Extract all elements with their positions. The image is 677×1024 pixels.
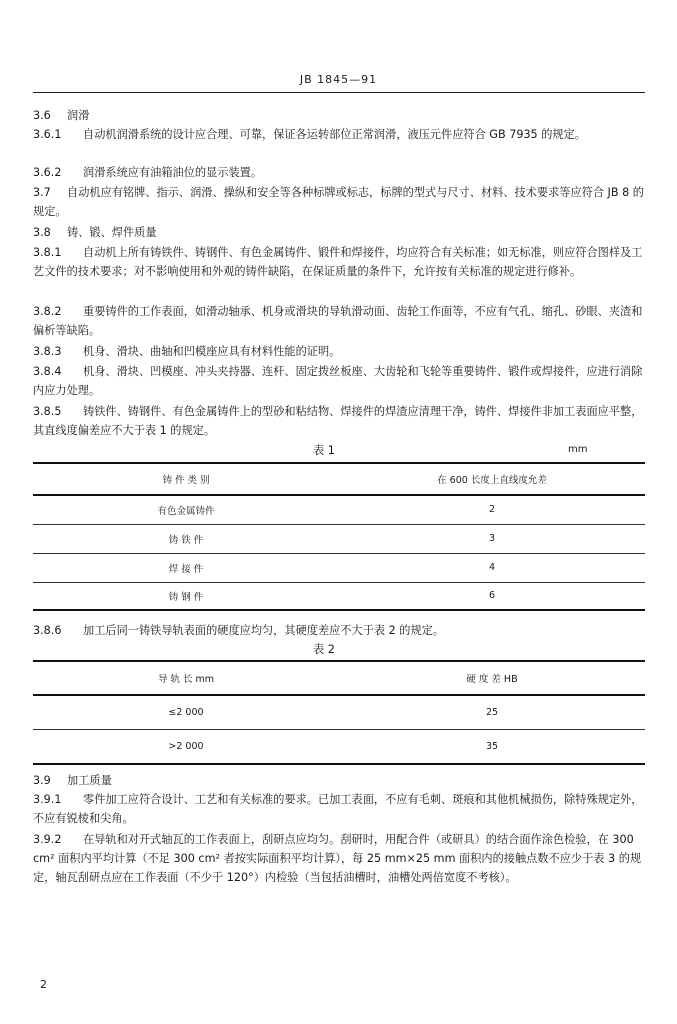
table-cell: 铸 钢 件 — [168, 591, 204, 603]
clause-text: 润滑 — [67, 109, 90, 122]
clause-text: 在导轨和对开式轴瓦的工作表面上，刮研点应均匀。刮研时，用配合件（或研具）的结合面作涂色检验，在 300 cm² 面积内平均计算（不足 300 cm² 者按实际面积平均计算），每 25 mm×25 mm 面积内的接触点数不应少于表 3 的规定，轴瓦刮研点应在工作表面（不少于 120°）内检验（当包括油槽时，油槽处两倍宽度不考核）。 — [33, 833, 642, 884]
clause-3-7 — [33, 183, 645, 221]
clause-3-8-4 — [33, 362, 645, 400]
table-cell: 有色金属铸件 — [157, 505, 215, 517]
table-cell: 35 — [485, 740, 499, 752]
clause-number: 3.8.5 — [33, 405, 62, 418]
table1 — [33, 462, 645, 611]
clause-number: 3.8.1 — [33, 246, 62, 259]
clause-number: 3.8.6 — [33, 624, 62, 637]
clause-number: 3.9.2 — [33, 833, 62, 846]
clause-3-8-3 — [33, 342, 645, 361]
clause-text: 机身、滑块、曲轴和凹模座应具有材料性能的证明。 — [83, 345, 341, 358]
table1-header-tolerance: 在 600 长度上直线度允差 — [437, 475, 547, 486]
table-cell: 25 — [485, 706, 499, 718]
clause-3-6 — [33, 106, 645, 125]
table-row — [33, 729, 645, 764]
table-row — [33, 695, 645, 729]
table1-unit: mm — [568, 444, 588, 455]
table2-header-hardness: 硬 度 差 HB — [466, 674, 518, 685]
table-cell: 6 — [488, 590, 496, 602]
clause-number: 3.8.4 — [33, 365, 62, 378]
clause-text: 铸铁件、铸钢件、有色金属铸件上的型砂和粘结物、焊接件的焊渣应清理干净，铸件、焊接件非加工表面应平整，其直线度偏差应不大于表 1 的规定。 — [33, 405, 643, 437]
table1-header-category: 铸 件 类 别 — [162, 475, 210, 486]
clause-text: 加工质量 — [67, 774, 112, 787]
header-rule — [33, 92, 645, 93]
clause-3-8-5 — [33, 402, 645, 440]
clause-3-9-1 — [33, 790, 645, 828]
table-cell: 3 — [488, 533, 496, 544]
table-header-row — [33, 661, 645, 695]
clause-number: 3.7 — [33, 186, 51, 199]
clause-number: 3.9.1 — [33, 793, 62, 806]
table-cell: 焊 接 件 — [168, 563, 204, 575]
clause-text: 零件加工应符合设计、工艺和有关标准的要求。已加工表面，不应有毛刺、斑痕和其他机械损伤，除特殊规定外，不应有锐棱和尖角。 — [33, 793, 643, 825]
clause-3-9 — [33, 771, 645, 790]
clause-text: 自动机上所有铸铁件、铸钢件、有色金属铸件、锻件和焊接件，均应符合有关标准；如无标准，则应符合图样及工艺文件的技术要求；对不影响使用和外观的铸件缺陷，在保证质量的条件下，允许按有关标准的规定进行修补。 — [33, 246, 643, 278]
clause-number: 3.8.2 — [33, 305, 62, 318]
table1-title: 表 1 — [313, 444, 335, 457]
clause-3-8-2 — [33, 302, 645, 340]
table2-header-length: 导 轨 长 mm — [157, 674, 215, 685]
page-number: 2 — [40, 978, 47, 991]
clause-number: 3.9 — [33, 774, 51, 787]
table-row — [33, 495, 645, 524]
clause-3-8 — [33, 223, 645, 242]
standard-number-header: JB 1845—91 — [299, 73, 378, 86]
clause-number: 3.6.2 — [33, 166, 62, 179]
clause-text: 铸、锻、焊件质量 — [67, 226, 157, 239]
table2 — [33, 660, 645, 765]
table-header-row — [33, 463, 645, 495]
clause-text: 自动机润滑系统的设计应合理、可靠，保证各运转部位正常润滑，液压元件应符合 GB 7935 的规定。 — [83, 128, 586, 141]
table-cell: >2 000 — [168, 740, 204, 752]
clause-number: 3.8.3 — [33, 345, 62, 358]
clause-text: 自动机应有铭牌、指示、润滑、操纵和安全等各种标牌或标志，标牌的型式与尺寸、材料、技术要求等应符合 JB 8 的规定。 — [33, 186, 644, 218]
clause-3-8-6 — [33, 621, 645, 640]
table-cell: 2 — [488, 504, 496, 516]
table-row — [33, 582, 645, 610]
clause-3-6-1 — [33, 125, 645, 144]
table-cell: 4 — [488, 562, 496, 573]
table2-title: 表 2 — [313, 643, 335, 656]
table-cell: ≤2 000 — [168, 706, 204, 718]
clause-text: 加工后同一铸铁导轨表面的硬度应均匀，其硬度差应不大于表 2 的规定。 — [83, 624, 445, 637]
clause-3-8-1 — [33, 243, 645, 281]
table-row — [33, 524, 645, 553]
clause-3-9-2 — [33, 830, 645, 887]
clause-text: 润滑系统应有油箱油位的显示装置。 — [83, 166, 263, 179]
clause-3-6-2 — [33, 163, 645, 182]
clause-number: 3.8 — [33, 226, 51, 239]
clause-number: 3.6.1 — [33, 128, 62, 141]
clause-number: 3.6 — [33, 109, 51, 122]
table-row — [33, 553, 645, 582]
table-cell: 铸 铁 件 — [168, 534, 204, 546]
clause-text: 机身、滑块、凹模座、冲头夹持器、连杆、固定拨丝板座、大齿轮和飞轮等重要铸件、锻件或焊接件，应进行消除内应力处理。 — [33, 365, 643, 397]
clause-text: 重要铸件的工作表面，如滑动轴承、机身或滑块的导轨滑动面、齿轮工作面等，不应有气孔、缩孔、砂眼、夹渣和偏析等缺陷。 — [33, 305, 643, 337]
